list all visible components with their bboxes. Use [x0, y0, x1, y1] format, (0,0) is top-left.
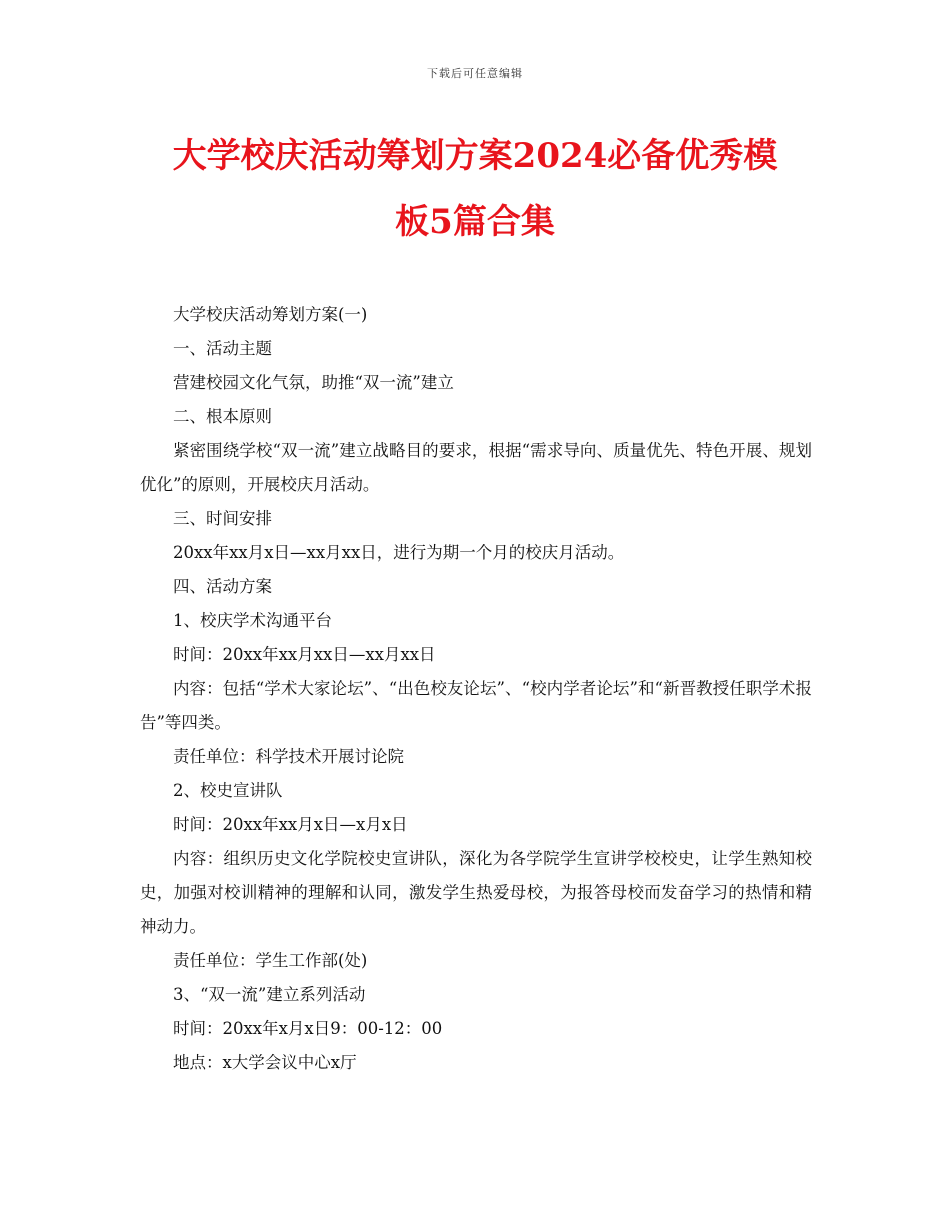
list-item-heading: 3、“双一流”建立系列活动 — [173, 985, 366, 1004]
section-heading: 大学校庆活动筹划方案(一) — [173, 305, 368, 324]
paragraph: 紧密围绕学校“双一流”建立战略目的要求，根据“需求导向、质量优先、特色开展、规划优化”的原则，开展校庆月活动。 — [140, 441, 812, 494]
paragraph: 营建校园文化气氛，助推“双一流”建立 — [173, 373, 454, 392]
paragraph: 20xx年xx月x日—xx月xx日，进行为期一个月的校庆月活动。 — [173, 543, 625, 562]
paragraph: 责任单位：学生工作部(处) — [173, 951, 368, 970]
subheading: 一、活动主题 — [173, 339, 272, 358]
document-body — [140, 298, 812, 1080]
subheading: 二、根本原则 — [173, 407, 272, 426]
paragraph: 内容：组织历史文化学院校史宣讲队，深化为各学院学生宣讲学校校史，让学生熟知校史，加强对校训精神的理解和认同，激发学生热爱母校，为报答母校而发奋学习的热情和精神动力。 — [140, 849, 812, 936]
paragraph: 内容：包括“学术大家论坛”、“出色校友论坛”、“校内学者论坛”和“新晋教授任职学术报告”等四类。 — [140, 679, 812, 732]
list-item-heading: 2、校史宣讲队 — [173, 781, 283, 800]
list-item-heading: 1、校庆学术沟通平台 — [173, 611, 332, 630]
paragraph: 时间：20xx年xx月xx日—xx月xx日 — [173, 645, 436, 664]
paragraph: 时间：20xx年x月x日9：00-12：00 — [173, 1019, 443, 1038]
header-note: 下载后可任意编辑 — [427, 67, 523, 80]
subheading: 三、时间安排 — [173, 509, 272, 528]
subheading: 四、活动方案 — [173, 577, 272, 596]
paragraph: 地点：x大学会议中心x厅 — [173, 1053, 357, 1072]
paragraph: 时间：20xx年xx月x日—x月x日 — [173, 815, 408, 834]
document-title-line-1: 大学校庆活动筹划方案2024必备优秀模 — [172, 136, 778, 176]
document-title-line-2: 板5篇合集 — [395, 202, 555, 242]
paragraph: 责任单位：科学技术开展讨论院 — [173, 747, 404, 766]
